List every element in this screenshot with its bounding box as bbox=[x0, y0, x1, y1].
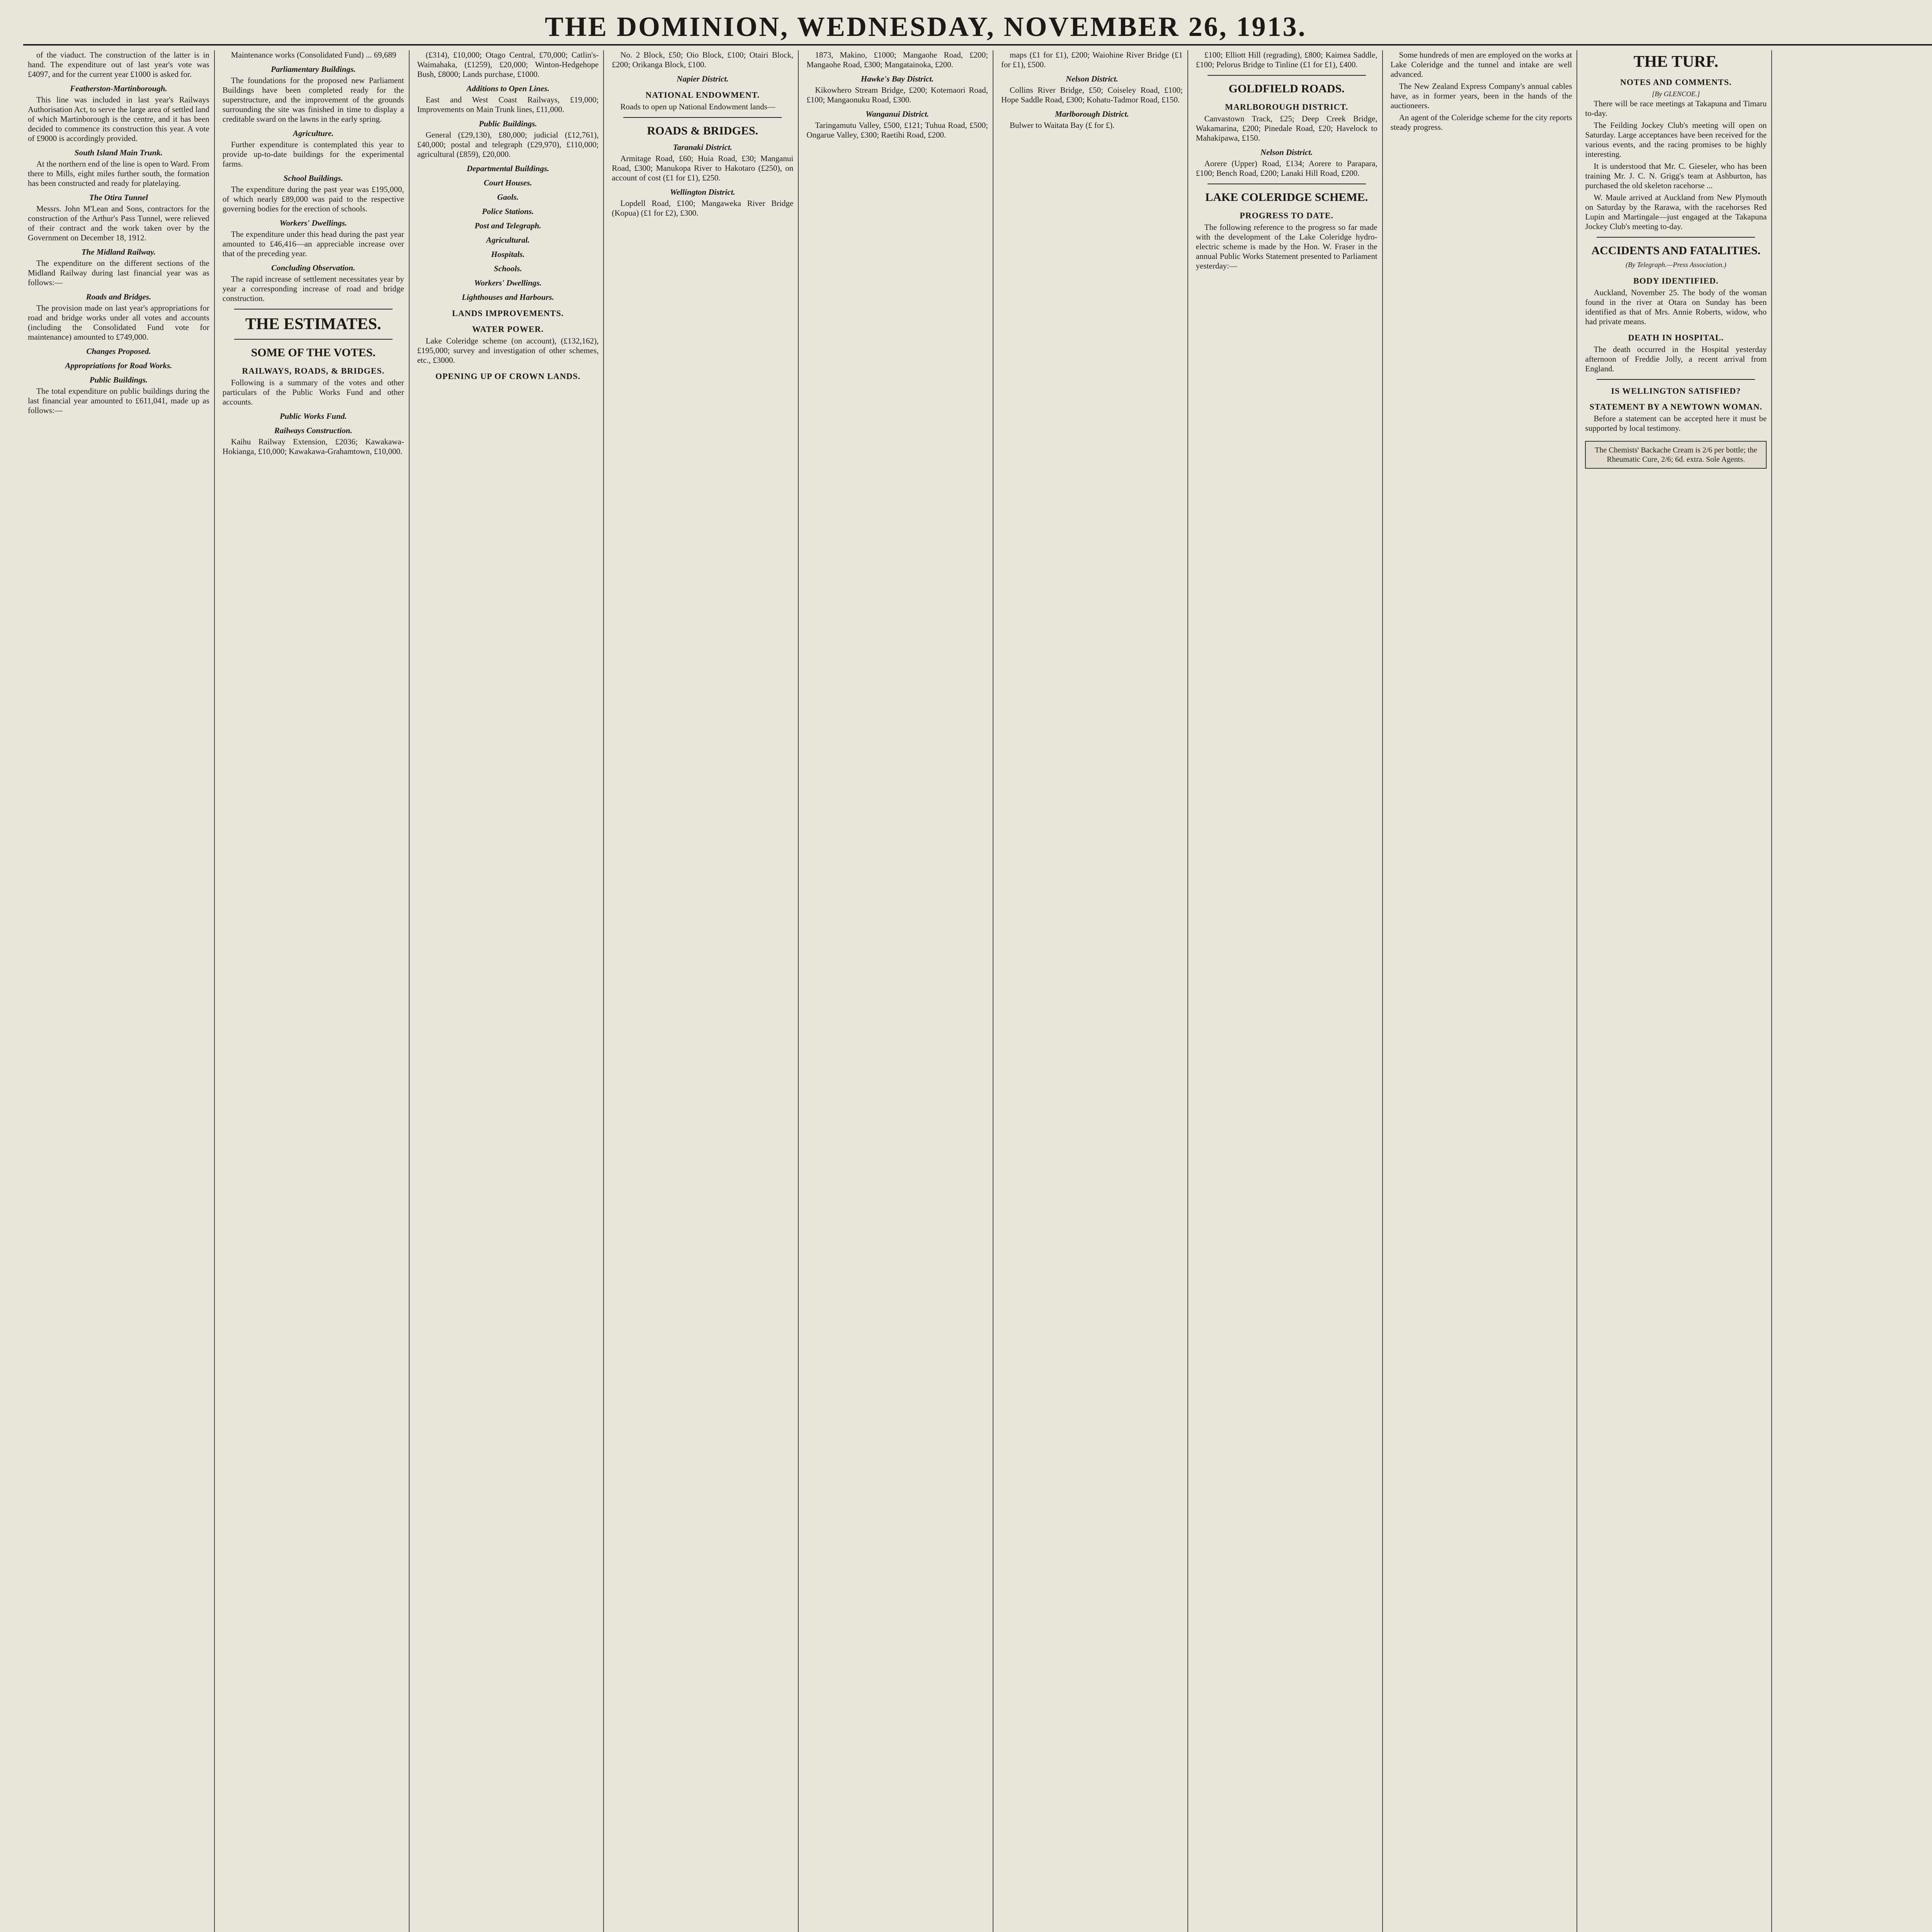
column-9 bbox=[1580, 50, 1772, 1932]
article-subheadline: SOME OF THE VOTES. bbox=[251, 346, 376, 359]
section-heading: Wanganui District. bbox=[866, 109, 929, 119]
section-heading: Police Stations. bbox=[482, 207, 534, 216]
paragraph: This line was included in last year's Railways Authorisation Act, to serve the large area of settled land of which Martinborough is the centre, and it has been decided to commence its construction this year. A vote of £9000 is accordingly provided. bbox=[28, 95, 209, 143]
section-heading: Court Houses. bbox=[484, 178, 532, 187]
column-8 bbox=[1386, 50, 1578, 1932]
divider bbox=[1597, 237, 1755, 238]
divider bbox=[1208, 75, 1366, 76]
paragraph: The rapid increase of settlement necessitates year by year a corresponding increase of road and bridge construction. bbox=[222, 274, 404, 303]
paragraph: of the viaduct. The construction of the latter is in hand. The expenditure out of last year's vote was £4097, and for the current year £1000 is asked for. bbox=[28, 50, 209, 79]
column-6 bbox=[997, 50, 1188, 1932]
section-heading: MARLBOROUGH DISTRICT. bbox=[1225, 102, 1349, 112]
section-heading: Marlborough District. bbox=[1055, 109, 1129, 119]
section-heading: Additions to Open Lines. bbox=[466, 84, 549, 93]
section-heading: Hospitals. bbox=[491, 250, 525, 259]
section-heading: Railways Construction. bbox=[274, 426, 352, 435]
divider bbox=[623, 117, 782, 118]
column-2 bbox=[218, 50, 410, 1932]
section-heading: Agriculture. bbox=[293, 129, 334, 138]
section-heading: Parliamentary Buildings. bbox=[271, 65, 356, 74]
paragraph: Collins River Bridge, £50; Coiseley Road, £100; Hope Saddle Road, £300; Kohatu-Tadmor Road, £150. bbox=[1001, 85, 1183, 104]
advertisement: The Chemists' Backache Cream is 2/6 per bottle; the Rheumatic Cure, 2/6; 6d. extra. Sole Agents. bbox=[1585, 441, 1767, 469]
paragraph: General (£29,130), £80,000; judicial (£12,761), £40,000; postal and telegraph (£29,970), £110,000; agricultural (£859), £20,000. bbox=[417, 130, 599, 159]
article-headline: LAKE COLERIDGE SCHEME. bbox=[1205, 191, 1368, 204]
section-heading: Departmental Buildings. bbox=[466, 164, 549, 173]
paragraph: £100; Elliott Hill (regrading), £800; Kaimea Saddle, £100; Pelorus Bridge to Tinline (£1 for £1), £400. bbox=[1196, 50, 1378, 69]
section-heading: School Buildings. bbox=[283, 173, 343, 183]
section-heading: Changes Proposed. bbox=[86, 347, 151, 356]
paragraph: East and West Coast Railways, £19,000; Improvements on Main Trunk lines, £11,000. bbox=[417, 95, 599, 114]
paragraph: 1873, Makino, £1000; Mangaohe Road, £200; Mangaohe Road, £300; Mangatainoka, £200. bbox=[806, 50, 988, 69]
divider bbox=[234, 309, 393, 310]
section-heading: The Otira Tunnel bbox=[89, 193, 148, 202]
article-headline: IS WELLINGTON SATISFIED? bbox=[1611, 386, 1741, 396]
paragraph: The death occurred in the Hospital yesterday afternoon of Freddie Jolly, a recent arrival from England. bbox=[1585, 345, 1767, 373]
paragraph: There will be race meetings at Takapuna and Timaru to-day. bbox=[1585, 99, 1767, 118]
paragraph: Armitage Road, £60; Huia Road, £30; Manganui Road, £300; Manukopa River to Hakotaro (£250), on account of cost (£1 for £1), £250. bbox=[612, 154, 794, 182]
article-headline: ACCIDENTS AND FATALITIES. bbox=[1591, 244, 1761, 257]
paragraph: The New Zealand Express Company's annual cables have, as in former years, been in the hands of the auctioneers. bbox=[1390, 82, 1572, 110]
masthead-title: THE DOMINION, WEDNESDAY, NOVEMBER 26, 1913. bbox=[545, 11, 1307, 42]
dateline: (By Telegraph.—Press Association.) bbox=[1626, 261, 1726, 269]
paragraph: Before a statement can be accepted here it must be supported by local testimony. bbox=[1585, 414, 1767, 433]
section-heading: WATER POWER. bbox=[472, 324, 544, 334]
divider bbox=[234, 339, 393, 340]
paragraph: Canvastown Track, £25; Deep Creek Bridge, Wakamarina, £200; Pinedale Road, £20; Havelock to Mahakipawa, £150. bbox=[1196, 114, 1378, 143]
section-heading: DEATH IN HOSPITAL. bbox=[1628, 333, 1724, 342]
section-heading: Workers' Dwellings. bbox=[474, 278, 542, 287]
section-heading: Wellington District. bbox=[670, 187, 735, 197]
section-heading: NATIONAL ENDOWMENT. bbox=[645, 90, 760, 100]
section-heading: Napier District. bbox=[677, 74, 729, 83]
paragraph: The expenditure under this head during the past year amounted to £46,416—an appreciable increase over that of the preceding year. bbox=[222, 230, 404, 258]
paragraph: Lake Coleridge scheme (on account), (£132,162), £195,000; survey and investigation of other schemes, etc., £3000. bbox=[417, 336, 599, 365]
section-heading: Roads and Bridges. bbox=[86, 292, 151, 301]
paragraph: The Feilding Jockey Club's meeting will open on Saturday. Large acceptances have been received for the various events, and the racing promises to be highly interesting. bbox=[1585, 121, 1767, 159]
section-heading: Post and Telegraph. bbox=[474, 221, 541, 230]
article-deck: RAILWAYS, ROADS, & BRIDGES. bbox=[242, 366, 385, 376]
section-heading: Gaols. bbox=[497, 192, 519, 202]
paragraph: Kikowhero Stream Bridge, £200; Kotemaori Road, £100; Mangaonuku Road, £300. bbox=[806, 85, 988, 104]
section-heading: Appropriations for Road Works. bbox=[65, 361, 172, 370]
paragraph: The foundations for the proposed new Parliament Buildings have been completed ready for the superstructure, and the improvement of the grounds surrounding the site was finished in time to display a creditable sward on the lawns in the early spring. bbox=[222, 76, 404, 124]
section-heading: South Island Main Trunk. bbox=[74, 148, 163, 157]
paragraph: At the northern end of the line is open to Ward. From there to Mills, eight miles further south, the formation has been constructed and ready for platelaying. bbox=[28, 159, 209, 188]
paragraph: Messrs. John M'Lean and Sons, contractors for the construction of the Arthur's Pass Tunnel, were relieved of their contract and the work taken over by the Government on December 18, 1912. bbox=[28, 204, 209, 242]
paragraph: Roads to open up National Endowment lands— bbox=[620, 102, 776, 111]
section-heading: BODY IDENTIFIED. bbox=[1633, 276, 1719, 286]
section-heading: Nelson District. bbox=[1260, 148, 1313, 157]
section-heading: LANDS IMPROVEMENTS. bbox=[452, 308, 564, 318]
paragraph: (£314), £10,000; Otago Central, £70,000; Catlin's-Waimahaka, (£1259), £20,000; Winton-Hedgehope Bush, £8000; Lands purchase, £1000. bbox=[417, 50, 599, 79]
section-heading: Taranaki District. bbox=[673, 143, 732, 152]
section-heading: Agricultural. bbox=[486, 235, 530, 245]
divider bbox=[1597, 379, 1755, 380]
paragraph: Some hundreds of men are employed on the works at Lake Coleridge and the tunnel and intake are well advanced. bbox=[1390, 50, 1572, 79]
paragraph: An agent of the Coleridge scheme for the city reports steady progress. bbox=[1390, 113, 1572, 132]
byline: [By GLENCOE.] bbox=[1652, 90, 1700, 98]
section-heading: Public Buildings. bbox=[89, 375, 148, 384]
paragraph: The following reference to the progress so far made with the development of the Lake Coleridge hydro-electric scheme is made by the Hon. W. Fraser in the annual Public Works Statement presented to Parliament yesterday:— bbox=[1196, 223, 1378, 270]
paragraph: Kaihu Railway Extension, £2036; Kawakawa-Hokianga, £10,000; Kawakawa-Grahamtown, £10,000. bbox=[222, 437, 404, 456]
paragraph: The expenditure during the past year was £195,000, of which nearly £89,000 was paid to the respective governing bodies for the erection of schools. bbox=[222, 185, 404, 213]
section-heading: Schools. bbox=[494, 264, 522, 273]
article-headline: GOLDFIELD ROADS. bbox=[1228, 82, 1345, 95]
paragraph: Auckland, November 25. The body of the woman found in the river at Otara on Sunday has been identified as that of Mrs. Annie Roberts, widow, who had private means. bbox=[1585, 288, 1767, 326]
paragraph: No. 2 Block, £50; Oio Block, £100; Otairi Block, £200; Orikanga Block, £100. bbox=[612, 50, 794, 69]
column-10 bbox=[1775, 50, 1932, 1932]
article-headline: ROADS & BRIDGES. bbox=[647, 124, 759, 137]
section-heading: Lighthouses and Harbours. bbox=[462, 293, 554, 302]
article-subheadline: PROGRESS TO DATE. bbox=[1240, 211, 1333, 220]
paragraph: Following is a summary of the votes and other particulars of the Public Works Fund and other accounts. bbox=[222, 378, 404, 406]
paragraph: The provision made on last year's appropriations for road and bridge works under all votes and accounts (including the Consolidated Fund vote for maintenance) amounted to £749,000. bbox=[28, 303, 209, 342]
column-5 bbox=[802, 50, 993, 1932]
column-1 bbox=[23, 50, 215, 1932]
section-heading: Public Works Fund. bbox=[279, 412, 347, 421]
article-headline: THE ESTIMATES. bbox=[245, 315, 381, 333]
column-7 bbox=[1191, 50, 1383, 1932]
column-3 bbox=[413, 50, 604, 1932]
section-heading: Public Buildings. bbox=[479, 119, 537, 128]
paragraph: Lopdell Road, £100; Mangaweka River Bridge (Kopua) (£1 for £2), £300. bbox=[612, 199, 794, 218]
article-subheadline: STATEMENT BY A NEWTOWN WOMAN. bbox=[1589, 402, 1762, 412]
paragraph: maps (£1 for £1), £200; Waiohine River Bridge (£1 for £1), £500. bbox=[1001, 50, 1183, 69]
section-heading: Concluding Observation. bbox=[271, 263, 355, 272]
paragraph: Aorere (Upper) Road, £134; Aorere to Parapara, £100; Bench Road, £200; Lanaki Hill Road, £200. bbox=[1196, 159, 1378, 178]
section-heading: Workers' Dwellings. bbox=[279, 218, 347, 228]
column-4 bbox=[607, 50, 799, 1932]
article-subheadline: NOTES AND COMMENTS. bbox=[1620, 77, 1732, 87]
masthead bbox=[23, 11, 1932, 46]
paragraph: W. Maule arrived at Auckland from New Plymouth on Saturday by the Rarawa, with the racehorses Red Lupin and Martingale—just engaged at the Takapuna Jockey Club's meeting to-day. bbox=[1585, 193, 1767, 231]
section-heading: Featherston-Martinborough. bbox=[70, 84, 167, 93]
paragraph: It is understood that Mr. C. Gieseler, who has been training Mr. J. C. N. Grigg's team at Ashburton, has purchased the old skeleton racehorse ... bbox=[1585, 162, 1767, 190]
section-heading: The Midland Railway. bbox=[81, 247, 156, 257]
section-heading: OPENING UP OF CROWN LANDS. bbox=[435, 371, 581, 381]
columns bbox=[23, 50, 1932, 1932]
section-heading: Hawke's Bay District. bbox=[861, 74, 934, 83]
article-headline: THE TURF. bbox=[1633, 53, 1718, 71]
paragraph: Further expenditure is contemplated this year to provide up-to-date buildings for the experimental farms. bbox=[222, 140, 404, 168]
paragraph: The total expenditure on public buildings during the last financial year amounted to £611,041, made up as follows:— bbox=[28, 386, 209, 415]
paragraph: Bulwer to Waitata Bay (£ for £). bbox=[1009, 121, 1115, 130]
section-heading: Nelson District. bbox=[1066, 74, 1118, 83]
paragraph: The expenditure on the different sections of the Midland Railway during last financial year was as follows:— bbox=[28, 259, 209, 287]
paragraph: Taringamutu Valley, £500, £121; Tuhua Road, £500; Ongarue Valley, £300; Raetihi Road, £200. bbox=[806, 121, 988, 139]
paragraph: Maintenance works (Consolidated Fund) ... 69,689 bbox=[231, 50, 396, 60]
